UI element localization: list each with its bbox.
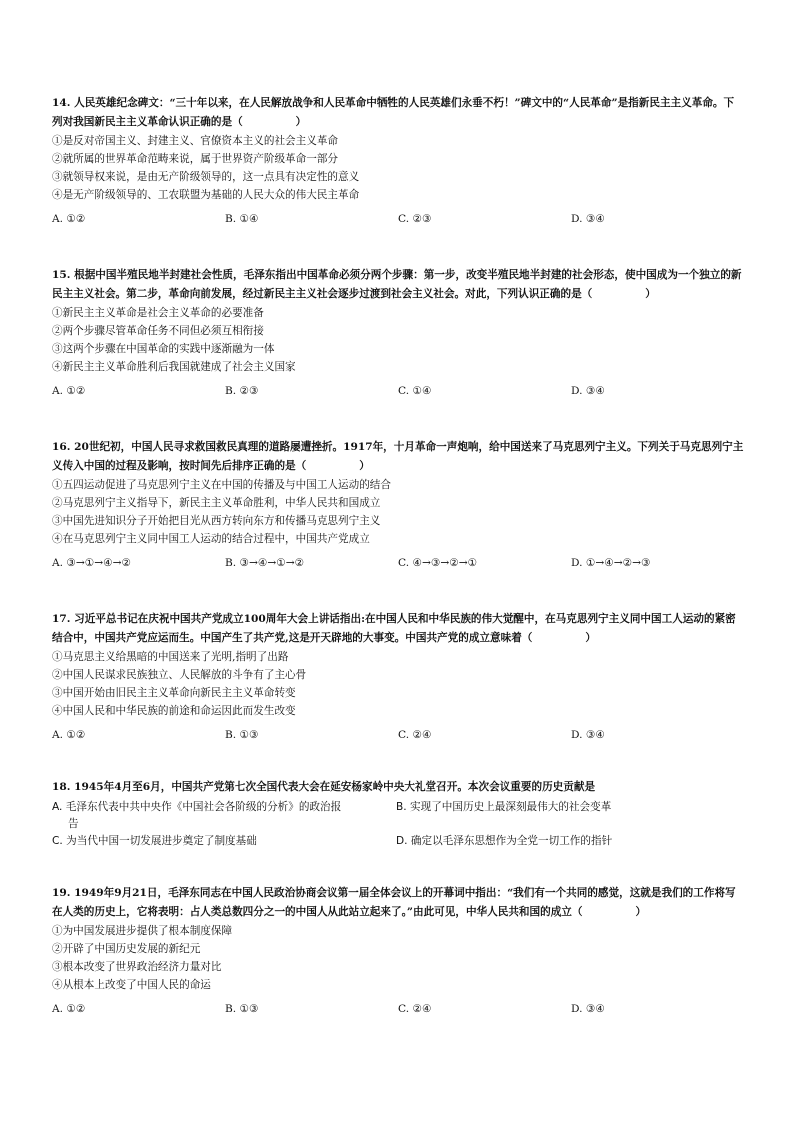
question-18: [52, 778, 744, 850]
option-d[interactable]: D. ③④: [571, 385, 605, 397]
option-c[interactable]: C. 为当代中国一切发展进步奠定了制度基础: [52, 835, 257, 847]
answer-options: [52, 210, 744, 228]
option-a-continuation: 告: [68, 818, 79, 830]
spacer: [52, 228, 744, 266]
exam-page: [52, 94, 744, 1018]
option-b[interactable]: B. ①③: [225, 1003, 259, 1015]
question-stem: 14. 人民英雄纪念碑文：“三十年以来，在人民解放战争和人民革命中牺牲的人民英雄们永垂不朽！”碑文中的“人民革命”是指新民主主义革命。下列对我国新民主主义革命认识正确的是（ ）: [52, 97, 735, 128]
answer-options: [52, 554, 744, 572]
option-c[interactable]: C. ②④: [398, 1003, 432, 1015]
option-a[interactable]: A. ①②: [52, 385, 86, 397]
option-b[interactable]: B. ①③: [225, 729, 259, 741]
statement-3: ③根本改变了世界政治经济力量对比: [52, 961, 222, 973]
statement-1: ①是反对帝国主义、封建主义、官僚资本主义的社会主义革命: [52, 135, 339, 147]
option-b[interactable]: B. 实现了中国历史上最深刻最伟大的社会变革: [396, 801, 612, 813]
option-d[interactable]: D. ③④: [571, 729, 605, 741]
statement-2: ②马克思列宁主义指导下，新民主主义革命胜利，中华人民共和国成立: [52, 497, 381, 509]
question-16: [52, 438, 744, 572]
answer-options: [52, 799, 744, 850]
question-stem: 17. 习近平总书记在庆祝中国共产党成立100周年大会上讲话指出:在中国人民和中华民族的伟大觉醒中，在马克思列宁主义同中国工人运动的紧密结合中，中国共产党应运而生。中国产生了共产党,这是开天辟地的大事变。中国共产党的成立意味着（ ）: [52, 613, 736, 644]
option-b[interactable]: B. ①④: [225, 213, 259, 225]
spacer: [52, 850, 744, 884]
option-c[interactable]: C. ②④: [398, 729, 432, 741]
spacer: [52, 572, 744, 610]
answer-options: [52, 382, 744, 400]
question-15: [52, 266, 744, 400]
statement-1: ①为中国发展进步提供了根本制度保障: [52, 925, 233, 937]
question-stem: 16. 20世纪初，中国人民寻求救国救民真理的道路屡遭挫折。1917年，十月革命一声炮响，给中国送来了马克思列宁主义。下列关于马克思列宁主义传入中国的过程及影响，按时间先后排序正确的是（ ）: [52, 441, 744, 472]
question-17: [52, 610, 744, 744]
statement-2: ②就所属的世界革命范畴来说，属于世界资产阶级革命一部分: [52, 153, 339, 165]
statement-4: ④从根本上改变了中国人民的命运: [52, 979, 211, 991]
option-d[interactable]: D. ①→④→②→③: [571, 557, 651, 569]
spacer: [52, 744, 744, 778]
statement-4: ④中国人民和中华民族的前途和命运因此而发生改变: [52, 705, 296, 717]
question-19: [52, 884, 744, 1018]
question-stem: 18. 1945年4月至6月，中国共产党第七次全国代表大会在延安杨家岭中央大礼堂召开。本次会议重要的历史贡献是: [52, 781, 596, 793]
question-stem: 19. 1949年9月21日，毛泽东同志在中国人民政治协商会议第一届全体会议上的开幕词中指出：“我们有一个共同的感觉，这就是我们的工作将写在人类的历史上，它将表明：占人类总数四分之一的中国人从此站立起来了。”由此可见，中华人民共和国的成立（ ）: [52, 887, 736, 918]
option-a[interactable]: [52, 799, 396, 833]
option-b[interactable]: B. ③→④→①→②: [225, 557, 305, 569]
statement-2: ②中国人民谋求民族独立、人民解放的斗争有了主心骨: [52, 669, 307, 681]
statement-2: ②开辟了中国历史发展的新纪元: [52, 943, 201, 955]
statement-4: ④新民主主义革命胜利后我国就建成了社会主义国家: [52, 361, 296, 373]
question-14: [52, 94, 744, 228]
option-c[interactable]: C. ②③: [398, 213, 432, 225]
statement-4: ④是无产阶级领导的、工农联盟为基础的人民大众的伟大民主革命: [52, 189, 360, 201]
option-a[interactable]: A. ③→①→④→②: [52, 557, 132, 569]
statement-3: ③就领导权来说，是由无产阶级领导的，这一点具有决定性的意义: [52, 171, 360, 183]
option-a[interactable]: A. ①②: [52, 729, 86, 741]
answer-options: [52, 726, 744, 744]
statement-1: ①新民主主义革命是社会主义革命的必要准备: [52, 307, 264, 319]
option-d[interactable]: D. ③④: [571, 213, 605, 225]
statement-2: ②两个步骤尽管革命任务不同但必须互相衔接: [52, 325, 264, 337]
option-d[interactable]: D. ③④: [571, 1003, 605, 1015]
option-c[interactable]: C. ①④: [398, 385, 432, 397]
question-stem: 15. 根据中国半殖民地半封建社会性质，毛泽东指出中国革命必须分两个步骤：第一步，改变半殖民地半封建的社会形态，使中国成为一个独立的新民主主义社会。第二步，革命向前发展，经过新民主主义社会逐步过渡到社会主义社会。对此，下列认识正确的是（ ）: [52, 269, 742, 300]
spacer: [52, 400, 744, 438]
statement-3: ③中国开始由旧民主主义革命向新民主主义革命转变: [52, 687, 296, 699]
answer-options: [52, 1000, 744, 1018]
statement-3: ③中国先进知识分子开始把目光从西方转向东方和传播马克思列宁主义: [52, 515, 381, 527]
statement-4: ④在马克思列宁主义同中国工人运动的结合过程中，中国共产党成立: [52, 533, 370, 545]
option-b[interactable]: B. ②③: [225, 385, 259, 397]
option-a[interactable]: A. ①②: [52, 213, 86, 225]
option-c[interactable]: C. ④→③→②→①: [398, 557, 478, 569]
statement-3: ③这两个步骤在中国革命的实践中逐渐融为一体: [52, 343, 275, 355]
option-d[interactable]: D. 确定以毛泽东思想作为全党一切工作的指针: [396, 835, 613, 847]
statement-1: ①五四运动促进了马克思列宁主义在中国的传播及与中国工人运动的结合: [52, 479, 391, 491]
option-a[interactable]: A. ①②: [52, 1003, 86, 1015]
statement-1: ①马克思主义给黑暗的中国送来了光明,指明了出路: [52, 651, 289, 663]
option-a-text: A. 毛泽东代表中共中央作《中国社会各阶级的分析》的政治报: [52, 801, 342, 813]
